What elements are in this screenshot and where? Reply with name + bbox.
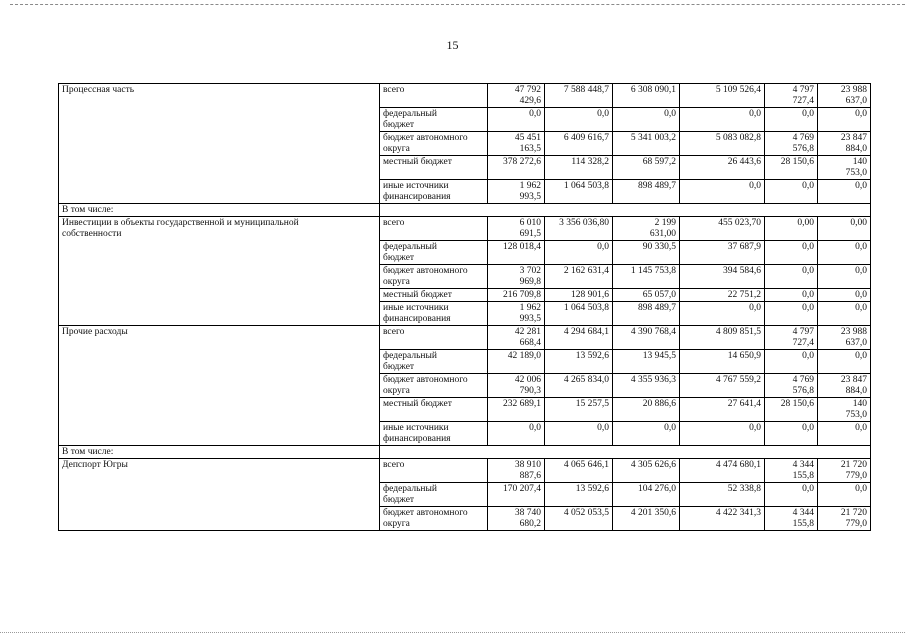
amount-cell: 1 064 503,8 xyxy=(545,302,613,326)
amount-cell: 4 294 684,1 xyxy=(545,326,613,350)
amount-cell: 13 592,6 xyxy=(545,483,613,507)
amount-cell: 45 451 163,5 xyxy=(488,132,545,156)
amount-cell: 0,0 xyxy=(545,108,613,132)
page-number: 15 xyxy=(446,38,459,52)
amount-cell: 4 344 155,8 xyxy=(765,507,818,531)
amount-cell: 104 276,0 xyxy=(613,483,680,507)
amount-cell: 0,0 xyxy=(818,350,871,374)
amount-cell: 42 189,0 xyxy=(488,350,545,374)
funding-source: федеральный бюджет xyxy=(380,483,488,507)
amount-cell: 128 018,4 xyxy=(488,241,545,265)
amount-cell: 4 265 834,0 xyxy=(545,374,613,398)
amount-cell: 6 010 691,5 xyxy=(488,217,545,241)
amount-cell: 4 422 341,3 xyxy=(680,507,765,531)
funding-source: всего xyxy=(380,84,488,108)
amount-cell: 5 341 003,2 xyxy=(613,132,680,156)
amount-cell: 23 988 637,0 xyxy=(818,84,871,108)
amount-cell: 23 847 884,0 xyxy=(818,132,871,156)
funding-source: всего xyxy=(380,326,488,350)
amount-cell: 0,0 xyxy=(765,483,818,507)
budget-table xyxy=(58,83,871,531)
table-row xyxy=(59,217,871,241)
table-row xyxy=(59,84,871,108)
funding-source: бюджет автономного округа xyxy=(380,374,488,398)
category-name: Депспорт Югры xyxy=(59,459,380,531)
amount-cell: 394 584,6 xyxy=(680,265,765,289)
funding-source: местный бюджет xyxy=(380,156,488,180)
amount-cell: 0,0 xyxy=(680,180,765,204)
amount-cell: 0,0 xyxy=(680,108,765,132)
amount-cell: 4 390 768,4 xyxy=(613,326,680,350)
funding-source: федеральный бюджет xyxy=(380,350,488,374)
funding-source: иные источники финансирования xyxy=(380,302,488,326)
amount-cell: 0,0 xyxy=(765,265,818,289)
amount-cell: 0,0 xyxy=(818,302,871,326)
funding-source: местный бюджет xyxy=(380,289,488,302)
amount-cell: 0,0 xyxy=(545,422,613,446)
amount-cell: 898 489,7 xyxy=(613,302,680,326)
amount-cell: 5 083 082,8 xyxy=(680,132,765,156)
funding-source: иные источники финансирования xyxy=(380,422,488,446)
amount-cell: 0,0 xyxy=(765,289,818,302)
subheader-row xyxy=(59,446,871,459)
amount-cell: 13 945,5 xyxy=(613,350,680,374)
amount-cell: 0,0 xyxy=(765,241,818,265)
amount-cell: 6 409 616,7 xyxy=(545,132,613,156)
amount-cell: 4 797 727,4 xyxy=(765,84,818,108)
table-row xyxy=(59,326,871,350)
amount-cell: 0,0 xyxy=(765,350,818,374)
amount-cell: 140 753,0 xyxy=(818,398,871,422)
amount-cell: 27 641,4 xyxy=(680,398,765,422)
funding-source: бюджет автономного округа xyxy=(380,507,488,531)
amount-cell: 14 650,9 xyxy=(680,350,765,374)
amount-cell: 4 474 680,1 xyxy=(680,459,765,483)
amount-cell: 114 328,2 xyxy=(545,156,613,180)
amount-cell: 3 702 969,8 xyxy=(488,265,545,289)
amount-cell: 28 150,6 xyxy=(765,156,818,180)
amount-cell: 128 901,6 xyxy=(545,289,613,302)
amount-cell: 90 330,5 xyxy=(613,241,680,265)
funding-source: всего xyxy=(380,459,488,483)
amount-cell: 0,0 xyxy=(680,302,765,326)
amount-cell: 37 687,9 xyxy=(680,241,765,265)
amount-cell: 0,0 xyxy=(680,422,765,446)
amount-cell: 3 356 036,80 xyxy=(545,217,613,241)
amount-cell: 42 006 790,3 xyxy=(488,374,545,398)
amount-cell: 0,0 xyxy=(818,265,871,289)
category-name: Процессная часть xyxy=(59,84,380,204)
amount-cell: 6 308 090,1 xyxy=(613,84,680,108)
amount-cell: 140 753,0 xyxy=(818,156,871,180)
amount-cell: 0,0 xyxy=(765,180,818,204)
amount-cell: 4 052 053,5 xyxy=(545,507,613,531)
amount-cell: 21 720 779,0 xyxy=(818,459,871,483)
amount-cell: 4 355 936,3 xyxy=(613,374,680,398)
subheader-label: В том числе: xyxy=(59,204,380,217)
amount-cell: 0,0 xyxy=(818,241,871,265)
category-name: Прочие расходы xyxy=(59,326,380,446)
amount-cell: 4 809 851,5 xyxy=(680,326,765,350)
amount-cell: 52 338,8 xyxy=(680,483,765,507)
funding-source: иные источники финансирования xyxy=(380,180,488,204)
subheader-label: В том числе: xyxy=(59,446,380,459)
amount-cell: 216 709,8 xyxy=(488,289,545,302)
funding-source: бюджет автономного округа xyxy=(380,265,488,289)
amount-cell: 47 792 429,6 xyxy=(488,84,545,108)
amount-cell: 5 109 526,4 xyxy=(680,84,765,108)
amount-cell: 4 201 350,6 xyxy=(613,507,680,531)
amount-cell: 0,0 xyxy=(545,241,613,265)
amount-cell: 4 769 576,8 xyxy=(765,374,818,398)
amount-cell: 0,00 xyxy=(765,217,818,241)
amount-cell: 0,0 xyxy=(818,180,871,204)
amount-cell: 23 988 637,0 xyxy=(818,326,871,350)
amount-cell: 20 886,6 xyxy=(613,398,680,422)
funding-source: федеральный бюджет xyxy=(380,241,488,265)
amount-cell: 0,0 xyxy=(488,108,545,132)
amount-cell: 1 064 503,8 xyxy=(545,180,613,204)
amount-cell: 4 065 646,1 xyxy=(545,459,613,483)
amount-cell: 7 588 448,7 xyxy=(545,84,613,108)
amount-cell: 0,0 xyxy=(818,108,871,132)
category-name: Инвестиции в объекты государственной и муниципальной собственности xyxy=(59,217,380,326)
amount-cell: 1 145 753,8 xyxy=(613,265,680,289)
amount-cell: 21 720 779,0 xyxy=(818,507,871,531)
amount-cell: 0,0 xyxy=(613,108,680,132)
amount-cell: 4 344 155,8 xyxy=(765,459,818,483)
funding-source: всего xyxy=(380,217,488,241)
amount-cell: 13 592,6 xyxy=(545,350,613,374)
amount-cell: 0,0 xyxy=(613,422,680,446)
amount-cell: 2 162 631,4 xyxy=(545,265,613,289)
subheader-empty xyxy=(380,446,871,459)
amount-cell: 0,0 xyxy=(765,302,818,326)
amount-cell: 4 797 727,4 xyxy=(765,326,818,350)
amount-cell: 455 023,70 xyxy=(680,217,765,241)
amount-cell: 4 769 576,8 xyxy=(765,132,818,156)
amount-cell: 898 489,7 xyxy=(613,180,680,204)
amount-cell: 28 150,6 xyxy=(765,398,818,422)
amount-cell: 65 057,0 xyxy=(613,289,680,302)
amount-cell: 0,00 xyxy=(818,217,871,241)
bottom-scan-rule xyxy=(0,632,905,633)
amount-cell: 2 199 631,00 xyxy=(613,217,680,241)
amount-cell: 170 207,4 xyxy=(488,483,545,507)
funding-source: федеральный бюджет xyxy=(380,108,488,132)
amount-cell: 0,0 xyxy=(765,108,818,132)
amount-cell: 38 740 680,2 xyxy=(488,507,545,531)
amount-cell: 0,0 xyxy=(488,422,545,446)
amount-cell: 23 847 884,0 xyxy=(818,374,871,398)
amount-cell: 232 689,1 xyxy=(488,398,545,422)
amount-cell: 26 443,6 xyxy=(680,156,765,180)
amount-cell: 0,0 xyxy=(765,422,818,446)
amount-cell: 0,0 xyxy=(818,422,871,446)
subheader-row xyxy=(59,204,871,217)
amount-cell: 1 962 993,5 xyxy=(488,180,545,204)
amount-cell: 0,0 xyxy=(818,289,871,302)
subheader-empty xyxy=(380,204,871,217)
amount-cell: 0,0 xyxy=(818,483,871,507)
amount-cell: 38 910 887,6 xyxy=(488,459,545,483)
amount-cell: 22 751,2 xyxy=(680,289,765,302)
amount-cell: 4 305 626,6 xyxy=(613,459,680,483)
amount-cell: 1 962 993,5 xyxy=(488,302,545,326)
top-scan-rule xyxy=(10,4,905,5)
table-row xyxy=(59,459,871,483)
funding-source: бюджет автономного округа xyxy=(380,132,488,156)
funding-source: местный бюджет xyxy=(380,398,488,422)
amount-cell: 378 272,6 xyxy=(488,156,545,180)
amount-cell: 15 257,5 xyxy=(545,398,613,422)
amount-cell: 68 597,2 xyxy=(613,156,680,180)
amount-cell: 42 281 668,4 xyxy=(488,326,545,350)
amount-cell: 4 767 559,2 xyxy=(680,374,765,398)
